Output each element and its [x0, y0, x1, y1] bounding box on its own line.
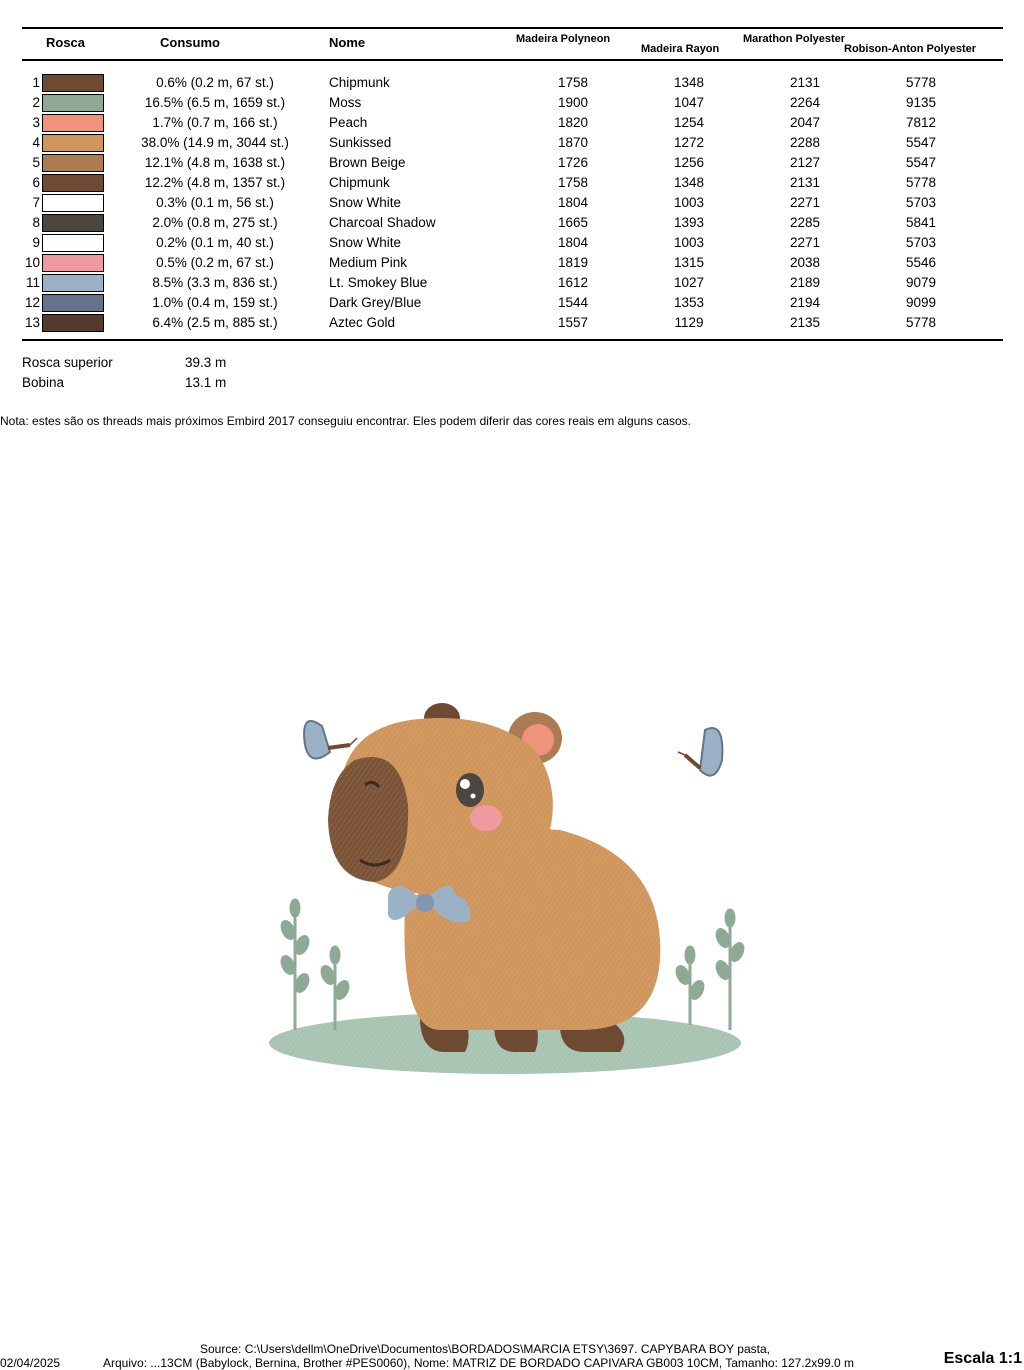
thread-consumption: 12.2% (4.8 m, 1357 st.)	[144, 175, 286, 190]
madeira-rayon-code: 1256	[673, 155, 705, 170]
robison-anton-code: 9135	[905, 95, 937, 110]
header-madeira-rayon: Madeira Rayon	[641, 43, 720, 55]
header-nome: Nome	[329, 35, 366, 50]
madeira-polyneon-code: 1819	[557, 255, 589, 270]
marathon-polyester-code: 2131	[789, 75, 821, 90]
thread-consumption: 1.7% (0.7 m, 166 st.)	[152, 115, 278, 130]
thread-consumption: 8.5% (3.3 m, 836 st.)	[152, 275, 278, 290]
thread-number: 5	[32, 155, 40, 170]
thread-row	[0, 293, 1024, 313]
thread-color-swatch	[42, 114, 104, 132]
thread-name: Lt. Smokey Blue	[329, 275, 428, 290]
thread-consumption: 0.3% (0.1 m, 56 st.)	[156, 195, 274, 210]
madeira-rayon-code: 1348	[673, 75, 705, 90]
thread-name: Aztec Gold	[329, 315, 396, 330]
thread-consumption: 0.2% (0.1 m, 40 st.)	[156, 235, 274, 250]
thread-number: 11	[25, 275, 40, 290]
plant-left-1	[280, 900, 311, 1030]
madeira-rayon-code: 1027	[673, 275, 705, 290]
header-madeira-polyneon: Madeira Polyneon	[516, 33, 611, 45]
thread-name: Brown Beige	[329, 155, 406, 170]
robison-anton-code: 5547	[905, 155, 937, 170]
marathon-polyester-code: 2189	[789, 275, 821, 290]
thread-number: 2	[32, 95, 40, 110]
robison-anton-code: 5841	[905, 215, 937, 230]
embroidery-preview	[260, 690, 770, 1090]
thread-consumption: 1.0% (0.4 m, 159 st.)	[152, 295, 278, 310]
madeira-rayon-code: 1393	[673, 215, 705, 230]
thread-name: Moss	[329, 95, 362, 110]
madeira-rayon-code: 1047	[673, 95, 705, 110]
thread-row	[0, 193, 1024, 213]
table-top-rule	[22, 27, 1003, 29]
thread-color-swatch	[42, 234, 104, 252]
thread-row	[0, 173, 1024, 193]
thread-number: 3	[32, 115, 40, 130]
thread-row	[0, 273, 1024, 293]
header-rosca: Rosca	[46, 35, 86, 50]
thread-color-swatch	[42, 134, 104, 152]
marathon-polyester-code: 2288	[789, 135, 821, 150]
madeira-rayon-code: 1315	[673, 255, 705, 270]
robison-anton-code: 5778	[905, 175, 937, 190]
thread-color-swatch	[42, 314, 104, 332]
scale-label: Escala 1:1	[943, 1350, 1022, 1367]
plant-right-2	[715, 910, 746, 1030]
rosca-superior-value: 39.3 m	[185, 355, 227, 370]
butterfly-right	[678, 728, 722, 776]
thread-number: 1	[32, 75, 40, 90]
thread-color-swatch	[42, 274, 104, 292]
thread-name: Snow White	[329, 235, 402, 250]
table-bottom-rule	[22, 339, 1003, 341]
madeira-polyneon-code: 1820	[557, 115, 589, 130]
thread-row	[0, 253, 1024, 273]
thread-number: 4	[32, 135, 40, 150]
marathon-polyester-code: 2264	[789, 95, 821, 110]
thread-color-swatch	[42, 154, 104, 172]
marathon-polyester-code: 2131	[789, 175, 821, 190]
bobina-label: Bobina	[22, 375, 65, 390]
madeira-polyneon-code: 1804	[557, 195, 589, 210]
robison-anton-code: 5778	[905, 315, 937, 330]
marathon-polyester-code: 2285	[789, 215, 821, 230]
madeira-rayon-code: 1353	[673, 295, 705, 310]
thread-name: Chipmunk	[329, 75, 390, 90]
madeira-rayon-code: 1254	[673, 115, 705, 130]
thread-row	[0, 113, 1024, 133]
robison-anton-code: 5778	[905, 75, 937, 90]
thread-row	[0, 153, 1024, 173]
madeira-polyneon-code: 1665	[557, 215, 589, 230]
madeira-polyneon-code: 1557	[557, 315, 589, 330]
thread-color-swatch	[42, 74, 104, 92]
thread-number: 8	[32, 215, 40, 230]
madeira-polyneon-code: 1900	[557, 95, 589, 110]
rosca-superior-label: Rosca superior	[22, 355, 113, 370]
thread-name: Chipmunk	[329, 175, 390, 190]
marathon-polyester-code: 2127	[789, 155, 821, 170]
bobina-value: 13.1 m	[185, 375, 227, 390]
plant-right-1	[675, 947, 706, 1025]
thread-name: Medium Pink	[329, 255, 408, 270]
thread-number: 13	[24, 315, 40, 330]
thread-consumption: 16.5% (6.5 m, 1659 st.)	[144, 95, 286, 110]
thread-row	[0, 73, 1024, 93]
robison-anton-code: 5546	[905, 255, 937, 270]
thread-row	[0, 133, 1024, 153]
thread-consumption: 2.0% (0.8 m, 275 st.)	[152, 215, 278, 230]
thread-name: Dark Grey/Blue	[329, 295, 422, 310]
header-robison-anton-polyester: Robison-Anton Polyester	[844, 43, 977, 55]
header-consumo: Consumo	[160, 35, 220, 50]
robison-anton-code: 7812	[905, 115, 937, 130]
madeira-rayon-code: 1003	[673, 235, 705, 250]
thread-color-swatch	[42, 254, 104, 272]
thread-name: Peach	[329, 115, 368, 130]
marathon-polyester-code: 2194	[789, 295, 821, 310]
thread-color-swatch	[42, 214, 104, 232]
table-header-rule	[22, 59, 1003, 61]
madeira-rayon-code: 1129	[674, 315, 704, 330]
robison-anton-code: 9099	[905, 295, 937, 310]
thread-consumption: 38.0% (14.9 m, 3044 st.)	[141, 135, 289, 150]
capybara	[328, 703, 660, 1052]
marathon-polyester-code: 2047	[789, 115, 821, 130]
madeira-polyneon-code: 1726	[557, 155, 589, 170]
marathon-polyester-code: 2038	[789, 255, 821, 270]
thread-color-swatch	[42, 94, 104, 112]
thread-color-swatch	[42, 194, 104, 212]
marathon-polyester-code: 2271	[789, 195, 821, 210]
footer-source: Source: C:\Users\dellm\OneDrive\Documentos\BORDADOS\MARCIA ETSY\3697. CAPYBARA BOY pasta,	[200, 1342, 770, 1356]
robison-anton-code: 9079	[905, 275, 937, 290]
thread-number: 6	[32, 175, 40, 190]
thread-consumption: 0.6% (0.2 m, 67 st.)	[156, 75, 274, 90]
thread-note: Nota: estes são os threads mais próximos Embird 2017 conseguiu encontrar. Eles podem diferir das cores reais em alguns casos.	[0, 414, 692, 428]
footer-date: 02/04/2025	[0, 1356, 61, 1370]
marathon-polyester-code: 2271	[789, 235, 821, 250]
header-marathon-polyester: Marathon Polyester	[743, 33, 846, 45]
thread-number: 9	[32, 235, 40, 250]
marathon-polyester-code: 2135	[789, 315, 821, 330]
madeira-rayon-code: 1348	[673, 175, 705, 190]
footer-arquivo: Arquivo: ...13CM (Babylock, Bernina, Brother #PES0060), Nome: MATRIZ DE BORDADO CAPIVARA GB003 10CM, Tamanho: 127.2x99.0 m	[103, 1356, 854, 1370]
thread-consumption: 6.4% (2.5 m, 885 st.)	[152, 315, 278, 330]
thread-row	[0, 233, 1024, 253]
thread-name: Charcoal Shadow	[329, 215, 436, 230]
thread-row	[0, 213, 1024, 233]
madeira-polyneon-code: 1758	[557, 75, 589, 90]
robison-anton-code: 5547	[905, 135, 937, 150]
madeira-polyneon-code: 1870	[557, 135, 589, 150]
thread-consumption: 0.5% (0.2 m, 67 st.)	[156, 255, 274, 270]
thread-color-swatch	[42, 174, 104, 192]
thread-number: 10	[24, 255, 40, 270]
thread-number: 7	[32, 195, 40, 210]
robison-anton-code: 5703	[905, 195, 937, 210]
madeira-polyneon-code: 1804	[557, 235, 589, 250]
thread-name: Snow White	[329, 195, 402, 210]
robison-anton-code: 5703	[905, 235, 937, 250]
thread-color-swatch	[42, 294, 104, 312]
thread-consumption: 12.1% (4.8 m, 1638 st.)	[144, 155, 286, 170]
madeira-polyneon-code: 1612	[557, 275, 589, 290]
plant-left-2	[320, 947, 351, 1030]
madeira-rayon-code: 1272	[673, 135, 705, 150]
butterfly-left	[304, 721, 357, 759]
thread-row	[0, 93, 1024, 113]
thread-name: Sunkissed	[329, 135, 392, 150]
madeira-rayon-code: 1003	[673, 195, 705, 210]
thread-row	[0, 313, 1024, 333]
thread-number: 12	[24, 295, 40, 310]
madeira-polyneon-code: 1544	[557, 295, 589, 310]
madeira-polyneon-code: 1758	[557, 175, 589, 190]
